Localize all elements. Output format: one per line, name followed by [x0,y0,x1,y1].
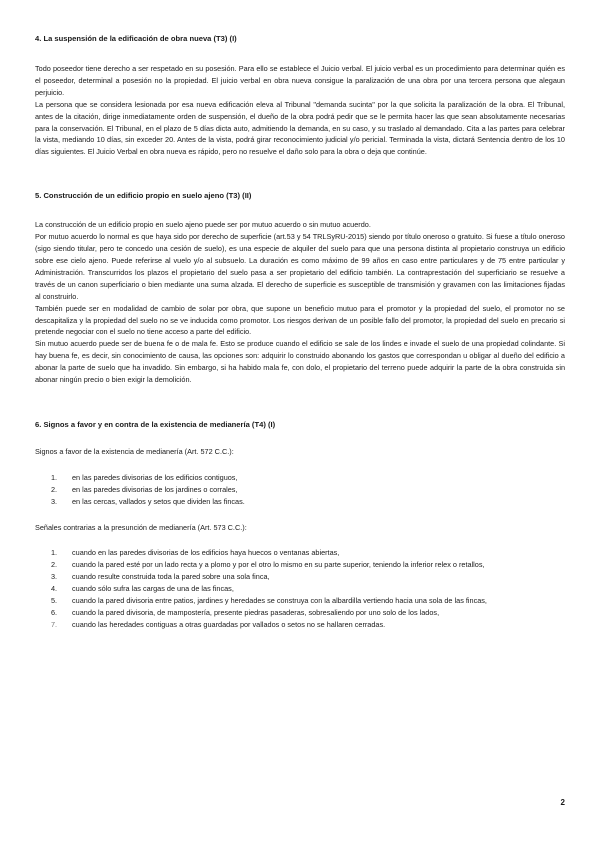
section-6-heading: 6. Signos a favor y en contra de la existencia de medianería (T4) (I) [35,419,276,429]
list-item [35,619,565,631]
list-number: 1. [51,548,58,558]
list-text: cuando en las paredes divisorias de los edificios haya huecos o ventanas abiertas, [72,548,340,558]
list-number: 5. [51,596,58,606]
section-4-body [35,63,565,158]
list-item [35,496,565,508]
list-item [35,571,565,583]
contra-intro: Señales contrarias a la presunción de medianería (Art. 573 C.C.): [35,522,247,532]
list-text: cuando sólo sufra las cargas de una de las fincas, [72,584,234,594]
section-5-heading: 5. Construcción de un edificio propio en suelo ajeno (T3) (II) [35,191,252,201]
list-number: 3. [51,572,58,582]
list-number: 4. [51,584,58,594]
section-5-paragraph-4: Sin mutuo acuerdo puede ser de buena fe o de mala fe. Esto se produce cuando el edificio se sale de los lindes e invade el suelo de una propiedad colindante. Si hay buena fe, es decir, sin conocimiento de causa, las opciones son: adquirir lo construido abonando los gastos que correspondan u obligar al dueño del edificio a abonar la parte de suelo que ha invadido. Sin embargo, si ha habido mala fe, con dolo, el propietario del terreno puede adquirir la parte de la obra construida sin abonar ningún precio o bien exigir la demolición. [35,339,565,385]
list-number: 7. [51,619,58,629]
contra-list [35,547,565,630]
list-item [35,583,565,595]
list-text: en las paredes divisorias de los edificios contiguos, [72,472,238,482]
list-item [35,547,565,559]
list-item [35,559,565,571]
list-text: cuando las heredades contiguas a otras guardadas por vallados o setos no se hallaren cerradas. [72,619,386,629]
section-5-paragraph-2: Por mutuo acuerdo lo normal es que haya sido por derecho de superficie (art.53 y 54 TRLSyRU-2015) siendo por título oneroso o gratuito. Si fuese a título oneroso (sigo siendo titular, pero te concedo una cesión de suelo), es una especie de alquiler del suelo para que una persona distinta al propietario construya un edificio sobre ese cielo ajeno. Puede referirse al vuelo y/o al subsuelo. La duración es como máximo de 99 años en caso entre particulares y de 75 entre particular y Administración. Transcurridos los plazos el propietario del suelo pasa a ser propietario del edificio también. La contraprestación del superficiario se resuelve a través de un canon superficiario o bien mediante una suma alzada. El derecho de superficie es susceptible de transmisión y gravamen con las limitaciones fijadas al construirlo. [35,232,565,301]
document-page [35,34,565,631]
section-5-paragraph-3: También puede ser en modalidad de cambio de solar por obra, que supone un beneficio mutuo para el promotor y la propiedad del suelo, el promotor no se descapitaliza y la propiedad del suelo no se ve inducida como promotor. Los riesgos derivan de un posible fallo del promotor, la propiedad del suelo en precario si pretende negociar con el suelo no tiene acceso a parte del edificio. [35,303,565,337]
list-number: 2. [51,484,58,494]
list-text: cuando la pared esté por un lado recta y a plomo y por el otro lo mismo en su parte superior, teniendo la inferior relex o retallos, [72,560,485,570]
list-item [35,472,565,484]
list-number: 2. [51,560,58,570]
list-text: en las cercas, vallados y setos que dividen las fincas. [72,496,245,506]
list-item [35,595,565,607]
list-number: 3. [51,496,58,506]
list-item [35,607,565,619]
list-text: cuando la pared divisoria entre patios, jardines y heredades se construya con la albardilla vertiendo hacia una sola de las fincas, [72,596,487,606]
list-text: en las paredes divisorias de los jardines o corrales, [72,484,238,494]
section-4-paragraph-2: La persona que se considera lesionada por esa nueva edificación eleva al Tribunal "demanda sucinta" por la que solicita la paralización de la obra. El Tribunal, antes de la citación, dirige inmediatamente orden de suspensión, el dueño de la obra podrá pedir que se le permita hacer las que sean absolutamente necesarias para la conservación. El Tribunal, en el plazo de 5 días dicta auto, admitiendo la demanda, en su caso, y su traslado al demandado. Cita a las partes para celebrar la vista, mediando 10 días, sin exceder 20. Antes de la vista, podrá girar reconocimiento judicial y/o pericial. Terminada la vista, dictará Sentencia dentro de los 10 días siguientes. El Juicio Verbal en obra nueva es rápido, pero no resuelve el daño solo para la obra o deja que continúe. [35,99,565,157]
section-5-paragraph-1: La construcción de un edificio propio en suelo ajeno puede ser por mutuo acuerdo o sin mutuo acuerdo. [35,220,371,230]
list-number: 1. [51,472,58,482]
section-4-heading: 4. La suspensión de la edificación de obra nueva (T3) (I) [35,34,237,43]
favor-intro: Signos a favor de la existencia de medianería (Art. 572 C.C.): [35,446,234,456]
page-number: 2 [560,798,565,807]
list-text: cuando la pared divisoria, de mampostería, presente piedras pasaderas, sobresaliendo por uno solo de los lados, [72,608,440,617]
section-5-body [35,219,565,386]
list-number: 6. [51,608,58,617]
favor-list [35,472,565,508]
list-text: cuando resulte construida toda la pared sobre una sola finca, [72,572,270,582]
section-4-paragraph-1: Todo poseedor tiene derecho a ser respetado en su posesión. Para ello se establece el Juicio verbal. El juicio verbal es un procedimiento para determinar quién es el poseedor, determinal a posesión no la propiedad. El juicio verbal en obra nueva consigue la paralización de una obra por una tercera persona que alegaun perjuicio. [35,64,565,97]
list-item [35,484,565,496]
